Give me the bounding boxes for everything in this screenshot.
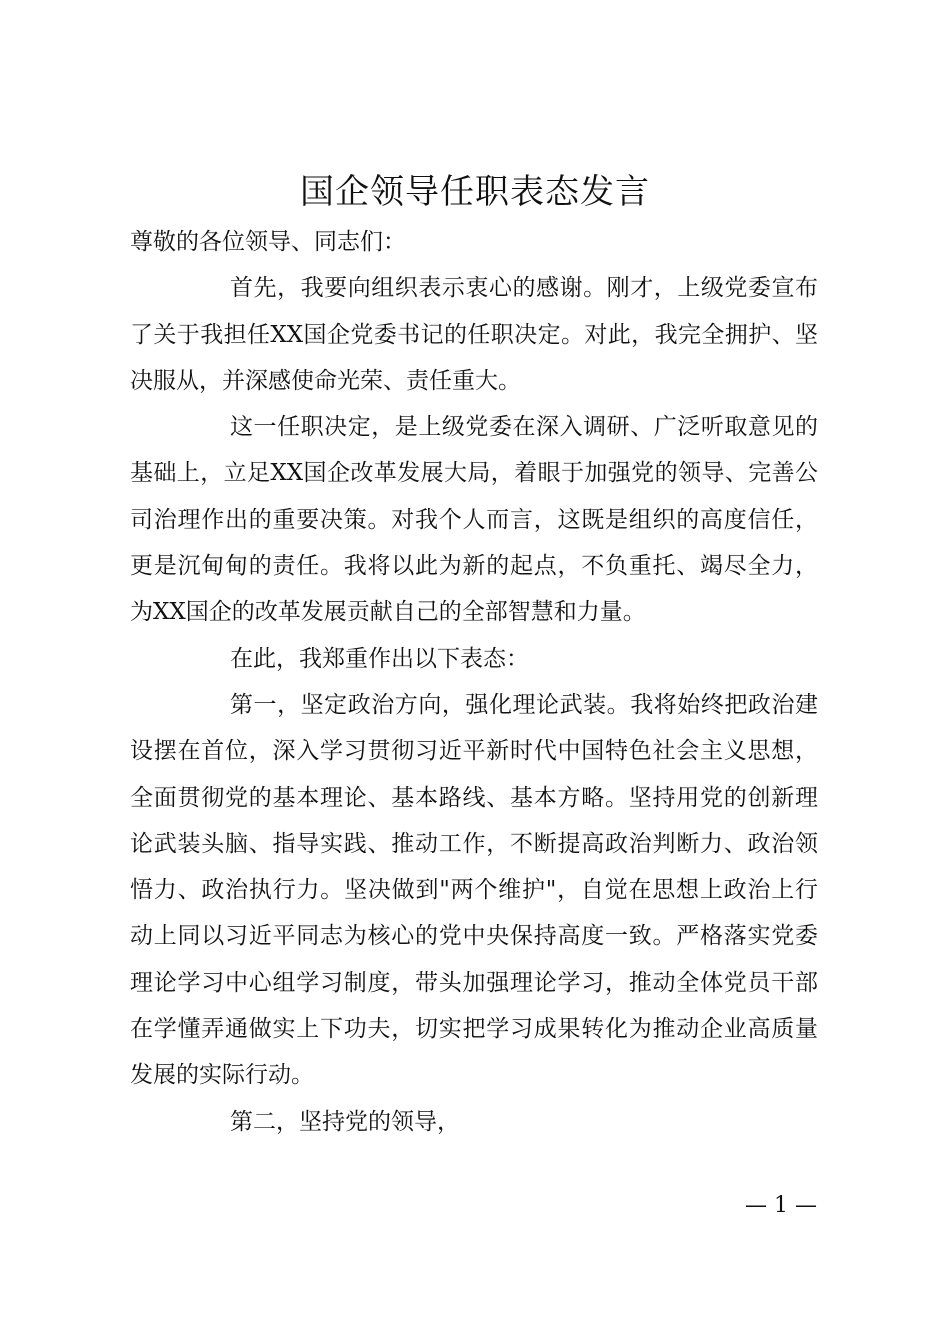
paragraph-gratitude: 首先，我要向组织表示衷心的感谢。刚才，上级党委宣布了关于我担任XX国企党委书记的任职决定。对此，我完全拥护、坚决服从，并深感使命光荣、责任重大。 [130, 275, 818, 394]
paragraph-pledge-intro: 在此，我郑重作出以下表态： [230, 645, 529, 672]
page-number: — 1 — [745, 1193, 817, 1218]
document-title: 国企领导任职表态发言 [300, 172, 650, 212]
paragraph-first-point: 第一，坚定政治方向，强化理论武装。我将始终把政治建设摆在首位，深入学习贯彻习近平新时代中国特色社会主义思想，全面贯彻党的基本理论、基本路线、基本方略。坚持用党的创新理论武装头脑、指导实践、推动工作，不断提高政治判断力、政治领悟力、政治执行力。坚决做到"两个维护"，自觉在思想上政治上行动上同以习近平同志为核心的党中央保持高度一致。严格落实党委理论学习中心组学习制度，带头加强理论学习，推动全体党员干部在学懂弄通做实上下功夫，切实把学习成果转化为推动企业高质量发展的实际行动。 [130, 691, 818, 1089]
salutation: 尊敬的各位领导、同志们： [130, 229, 406, 255]
paragraph-appointment-decision: 这一任职决定，是上级党委在深入调研、广泛听取意见的基础上，立足XX国企改革发展大局，着眼于加强党的领导、完善公司治理作出的重要决策。对我个人而言，这既是组织的高度信任，更是沉甸甸的责任。我将以此为新的起点，不负重托、竭尽全力，为XX国企的改革发展贡献自己的全部智慧和力量。 [130, 414, 818, 626]
paragraph-second-point: 第二，坚持党的领导， [230, 1108, 460, 1135]
document-body [130, 219, 818, 1145]
